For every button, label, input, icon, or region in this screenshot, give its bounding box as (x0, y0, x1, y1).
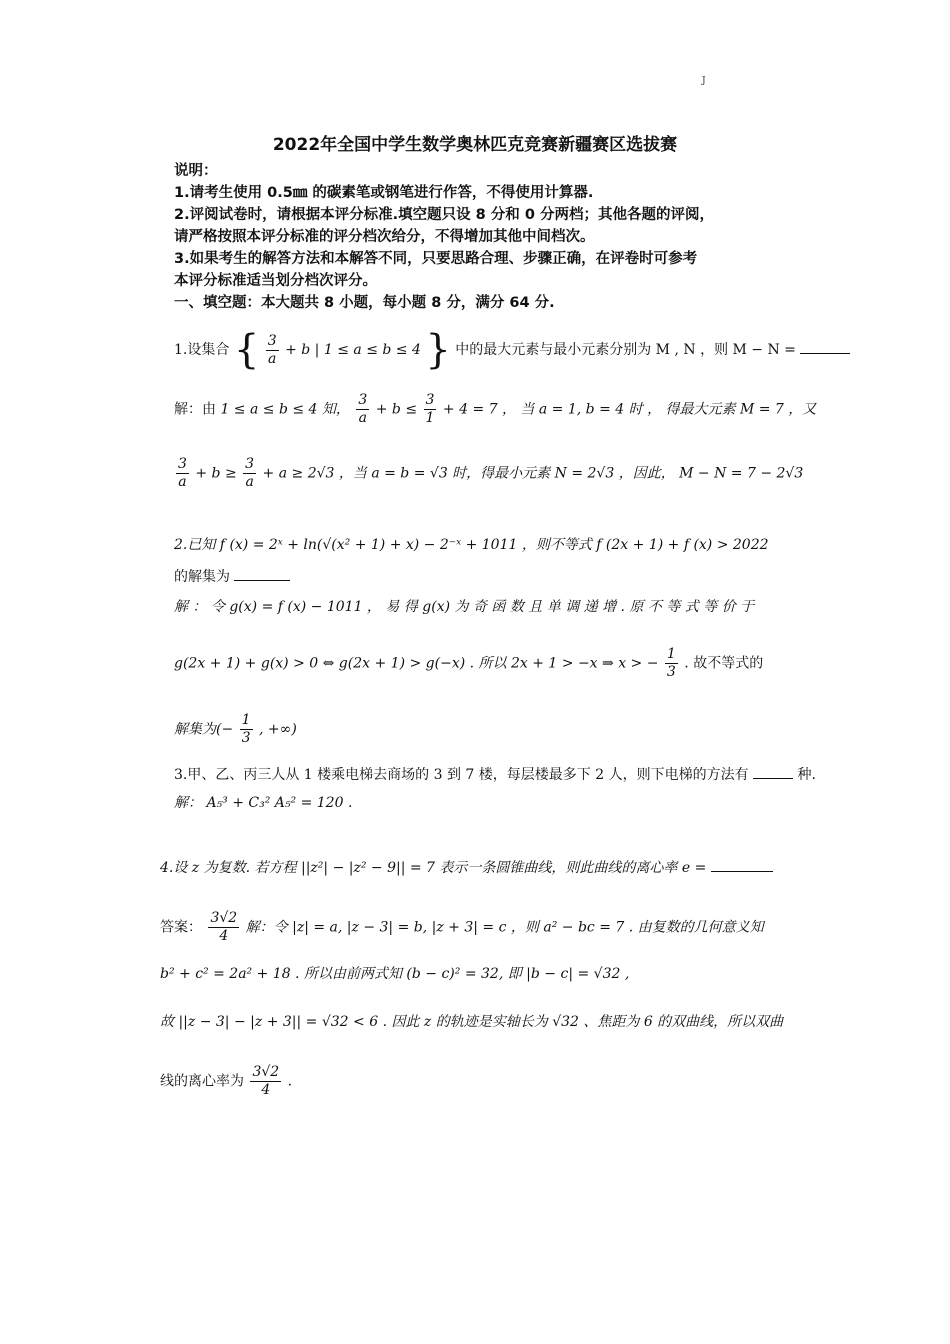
q1-sol-1c: + 4 = 7 ， 当 a = 1, b = 4 时 ， 得最大元素 M = 7 ，又 (442, 401, 817, 418)
q1-sol-2b: + b ≥ (195, 465, 237, 482)
instruction-2b: 请严格按照本评分标准的评分档次给分，不得增加其他中间档次。 (174, 229, 595, 245)
q2-solution-line3 (174, 712, 297, 747)
q1-sol-label: 解：由 (174, 401, 216, 418)
q2-statement-tail (174, 566, 290, 587)
q1-sol-frac-1: $\frac{3}{1}$ (425, 392, 435, 426)
q4-statement (160, 857, 773, 878)
q4-solution-line3 (160, 1012, 783, 1032)
q2-line2: 的解集为 (174, 569, 230, 585)
q1-sol-2c: + a ≥ 2√3 ，当 a = b = √3 时，得最小元素 N = 2√3 ，因此， M − N = 7 − 2√3 (262, 465, 804, 482)
left-brace: { (233, 327, 260, 373)
q1-sol2-frac-a: $\frac{3}{a}$ (178, 456, 187, 490)
q2-solution-line2 (174, 646, 763, 681)
q3-line1: 3.甲、乙、丙三人从 1 楼乘电梯去商场的 3 到 7 楼，每层楼最多下 2 人，则下电梯的方法有 (174, 767, 749, 783)
q4-solution-line2 (160, 964, 629, 984)
q2-sol1: 解 ： 令 g(x) = f (x) − 1011 ， 易 得 g(x) 为 奇 函 数 且 单 调 递 增 . 原 不 等 式 等 价 于 (174, 599, 755, 615)
q3-answer-blank (753, 764, 793, 779)
right-brace: } (425, 327, 451, 373)
section-heading: 一、填空题：本大题共 8 小题，每小题 8 分，满分 64 分. (174, 295, 555, 311)
instruction-3a: 3.如果考生的解答方法和本解答不同，只要思路合理、步骤正确，在评卷时可参考 (174, 251, 698, 267)
q1-sol-frac-a: $\frac{3}{a}$ (358, 392, 368, 426)
q4-sol1: 解：令 |z| = a, |z − 3| = b, |z + 3| = c ，则 a² − bc = 7 . 由复数的几何意义知 (245, 919, 764, 936)
page-title: 2022年全国中学生数学奥林匹克竞赛新疆赛区选拔赛 (272, 135, 678, 155)
q4-line1: 4.设 z 为复数. 若方程 ||z²| − |z² − 9|| = 7 表示一条圆锥曲线，则此曲线的离心率 e = (160, 860, 707, 876)
instruction-3b: 本评分标准适当划分档次评分。 (174, 273, 377, 289)
q2-sol3-tail: , +∞) (259, 721, 297, 738)
q3-sol: 解： A₅³ + C₃² A₅² = 120 . (174, 795, 353, 811)
q4-ans-frac: $\frac{3√2}{4}$ (210, 910, 238, 944)
q4-answer-line (160, 910, 764, 945)
q3-statement (174, 764, 816, 785)
q4-sol3: 故 ||z − 3| − |z + 3|| = √32 < 6 . 因此 z 的轨迹是实轴长为 √32 、焦距为 6 的双曲线，所以双曲 (160, 1014, 784, 1030)
q1-statement (174, 327, 850, 373)
instruction-1: 1.请考生使用 0.5㎜ 的碳素笔或钢笔进行作答，不得使用计算器. (174, 185, 594, 201)
q1-set-condition: 1 ≤ a ≤ b ≤ 4 (323, 342, 421, 358)
q2-statement (174, 535, 769, 555)
q4-sol2: b² + c² = 2a² + 18 . 所以由前两式知 (b − c)² = 32, 即 |b − c| = √32 , (160, 966, 630, 982)
q1-solution-line1 (174, 392, 816, 427)
q1-label: 1.设集合 (174, 342, 230, 358)
q1-sol-1b: + b ≤ (375, 401, 418, 418)
q2-sol2-frac: $\frac{1}{3}$ (666, 646, 676, 680)
instruction-2a: 2.评阅试卷时，请根据本评分标准.填空题只设 8 分和 0 分两档；其他各题的评阅， (174, 207, 714, 223)
q3-line1-tail: 种. (797, 767, 816, 783)
q2-solution-line1 (174, 597, 754, 617)
q1-answer-blank (800, 339, 850, 354)
q3-solution (174, 793, 352, 813)
q1-set-body: + b | (285, 342, 324, 358)
instructions (174, 160, 784, 314)
q1-text: 中的最大元素与最小元素分别为 M , N ，则 M − N = (455, 342, 796, 358)
q4-answer-blank (711, 857, 773, 872)
q1-solution-line2 (174, 456, 803, 491)
q4-sol4: 线的离心率为 (160, 1073, 244, 1090)
q1-sol2-frac-a2: $\frac{3}{a}$ (245, 456, 255, 490)
q2-sol2-tail: . 故不等式的 (684, 655, 764, 672)
q1-sol-1: 1 ≤ a ≤ b ≤ 4 知， (220, 401, 350, 418)
q1-fraction: $\frac{3}{a}$ (267, 332, 277, 367)
corner-mark: J (702, 76, 706, 86)
q4-solution-line4 (160, 1064, 292, 1099)
q2-sol2: g(2x + 1) + g(x) > 0 ⇔ g(2x + 1) > g(−x) . 所以 2x + 1 > −x ⇒ x > − (174, 655, 659, 672)
q2-answer-blank (234, 566, 290, 581)
q4-ans-label: 答案： (160, 919, 202, 936)
instructions-heading: 说明： (174, 163, 218, 179)
q2-sol3: 解集为(− (174, 721, 234, 738)
q4-sol4-frac: $\frac{3√2}{4}$ (252, 1064, 280, 1098)
q2-sol3-frac: $\frac{1}{3}$ (241, 712, 251, 746)
q2-line1: 2.已知 f (x) = 2ˣ + ln(√(x² + 1) + x) − 2⁻ˣ + 1011 ，则不等式 f (2x + 1) + f (x) > 2022 (174, 537, 769, 553)
q4-sol4-tail: . (287, 1073, 293, 1090)
